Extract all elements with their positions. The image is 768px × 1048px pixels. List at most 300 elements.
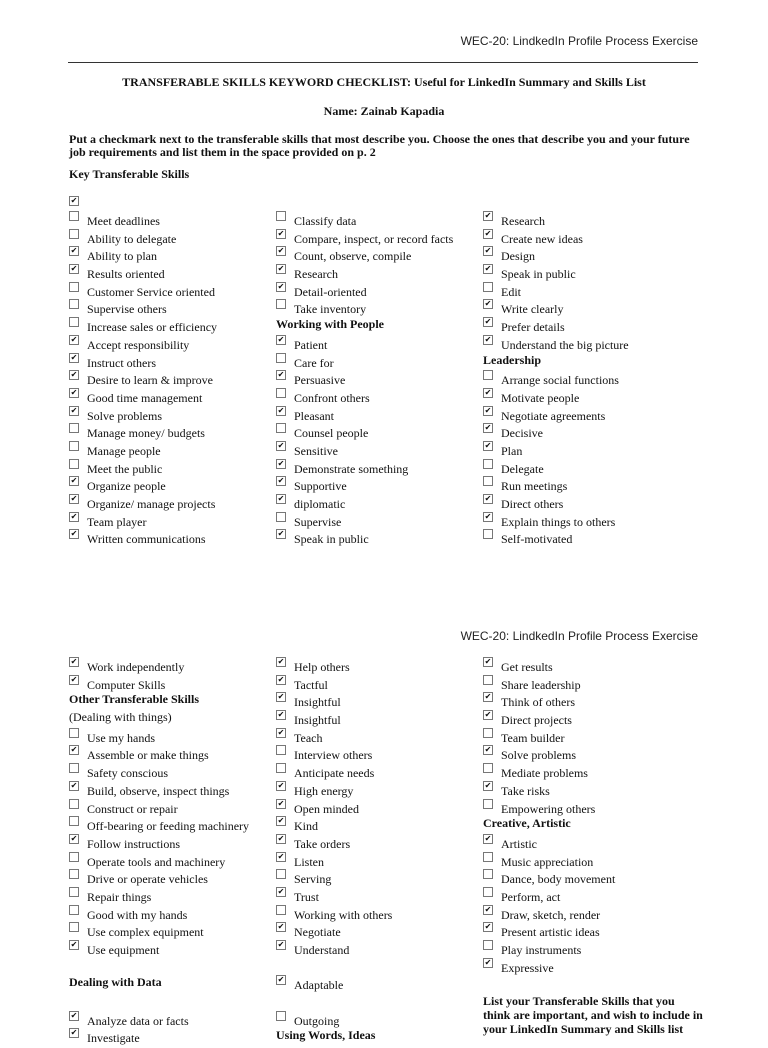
checkbox-unchecked[interactable] xyxy=(276,1011,286,1021)
skill-label: Open minded xyxy=(294,801,359,816)
checkbox-checked[interactable]: ✔ xyxy=(70,1028,78,1038)
skill-item-self-motivated[interactable] xyxy=(483,528,698,546)
skill-item-work-independently[interactable] xyxy=(69,656,274,674)
skill-label: Supportive xyxy=(294,479,347,494)
skill-item-listen[interactable] xyxy=(276,851,476,869)
checkbox-unchecked[interactable] xyxy=(69,922,79,932)
checkbox-checked[interactable]: ✔ xyxy=(277,816,285,826)
checkbox-checked[interactable]: ✔ xyxy=(484,211,492,220)
skill-item-ability-to-plan[interactable] xyxy=(69,245,269,263)
skill-label: Dance, body movement xyxy=(501,872,616,887)
skill-label: Play instruments xyxy=(501,943,582,957)
checkbox-checked[interactable]: ✔ xyxy=(484,246,492,256)
checkbox-checked[interactable]: ✔ xyxy=(277,833,285,843)
checkbox-checked[interactable]: ✔ xyxy=(277,246,285,256)
skill-label: Persuasive xyxy=(294,373,346,388)
skill-item-direct-projects[interactable] xyxy=(483,709,703,727)
list-instructions: List your Transferable Skills that you think are important, and wish to include in your LinkedIn Summary and Skills list xyxy=(483,994,703,1037)
checkbox-unchecked[interactable] xyxy=(276,353,286,363)
skill-item-organize-people[interactable] xyxy=(69,475,269,493)
skill-item-team-builder[interactable] xyxy=(483,727,703,745)
checkbox-checked[interactable]: ✔ xyxy=(70,334,78,344)
skill-item-drive-or-operate-vehicles[interactable] xyxy=(69,868,274,886)
skill-item-take-inventory[interactable] xyxy=(276,298,476,316)
skill-label: Follow instructions xyxy=(87,836,181,851)
section-subheading: (Dealing with things) xyxy=(69,710,172,725)
instructions: Put a checkmark next to the transferable skills that most describe you. Choose the ones that describe you and your future job requirements and list them in the space provided on p. 2 xyxy=(69,132,690,159)
skill-item-negotiate-agreements[interactable] xyxy=(483,405,698,423)
skill-label: Design xyxy=(501,249,535,264)
checkbox-unchecked[interactable] xyxy=(69,229,79,239)
skill-label: Compare, inspect, or record facts xyxy=(294,231,454,246)
checkbox-checked[interactable]: ✔ xyxy=(70,494,78,503)
checkbox-unchecked[interactable] xyxy=(69,317,79,327)
skill-label: Draw, sketch, render xyxy=(501,907,601,922)
checkbox-unchecked[interactable] xyxy=(69,459,79,469)
skill-item-explain-things-to-others[interactable] xyxy=(483,511,698,529)
checkbox-unchecked[interactable] xyxy=(483,675,493,685)
skill-label: Direct others xyxy=(501,497,564,511)
checkbox-checked[interactable]: ✔ xyxy=(484,692,492,702)
skill-label: Anticipate needs xyxy=(294,766,375,781)
skill-item-motivate-people[interactable] xyxy=(483,387,698,405)
skill-label: Organize people xyxy=(87,479,166,494)
skill-item-high-energy[interactable] xyxy=(276,780,476,798)
checkbox-checked[interactable]: ✔ xyxy=(484,317,492,327)
skill-label: Meet deadlines xyxy=(87,214,160,228)
checkbox-checked[interactable]: ✔ xyxy=(484,299,492,309)
skill-label: Music appreciation xyxy=(501,854,594,869)
checkbox-unchecked[interactable] xyxy=(483,799,493,809)
skill-label: Motivate people xyxy=(501,390,580,405)
skill-item-build-observe-inspect-things[interactable] xyxy=(69,780,274,798)
checkbox-unchecked[interactable] xyxy=(276,423,286,433)
skill-item-music-appreciation[interactable] xyxy=(483,851,703,869)
skill-label: Speak in public xyxy=(294,532,369,547)
skill-label: Mediate problems xyxy=(501,766,588,781)
skill-label: Meet the public xyxy=(87,461,163,476)
skill-item-outgoing[interactable] xyxy=(276,1010,476,1028)
skill-label: Insightful xyxy=(294,713,341,728)
skill-item-think-of-others[interactable] xyxy=(483,691,703,709)
skill-item-working-with-others[interactable] xyxy=(276,904,476,922)
skill-item-sensitive[interactable] xyxy=(276,440,476,458)
skill-item-use-my-hands[interactable] xyxy=(69,727,274,745)
checkbox-checked[interactable]: ✔ xyxy=(70,405,78,415)
skill-item-ability-to-delegate[interactable] xyxy=(69,228,269,246)
skill-label: Customer Service oriented xyxy=(87,284,215,299)
skill-label: Plan xyxy=(501,443,523,458)
skill-item-play-instruments[interactable] xyxy=(483,939,703,957)
skill-item-meet-the-public[interactable] xyxy=(69,458,269,476)
checkbox-checked[interactable]: ✔ xyxy=(277,440,285,450)
skill-item-open-minded[interactable] xyxy=(276,798,476,816)
checkbox-checked[interactable]: ✔ xyxy=(277,334,285,344)
skill-item-plan[interactable] xyxy=(483,440,698,458)
checkbox-checked[interactable]: ✔ xyxy=(484,511,492,521)
skill-label: Empowering others xyxy=(501,801,596,816)
checkbox-unchecked[interactable] xyxy=(483,459,493,469)
skill-item-take-risks[interactable] xyxy=(483,780,703,798)
skill-item-direct-others[interactable] xyxy=(483,493,698,511)
skill-label: Listen xyxy=(294,854,324,869)
skill-item-delegate[interactable] xyxy=(483,458,698,476)
checkbox-checked[interactable]: ✔ xyxy=(277,975,285,985)
skill-item-insightful[interactable] xyxy=(276,691,476,709)
checkbox-checked[interactable]: ✔ xyxy=(484,334,492,344)
skill-item-mediate-problems[interactable] xyxy=(483,762,703,780)
skill-item-write-clearly[interactable] xyxy=(483,298,698,316)
skill-label: Perform, act xyxy=(501,889,561,904)
checkbox-checked[interactable]: ✔ xyxy=(277,281,285,291)
skill-item-off-bearing-or-feeding-machinery[interactable] xyxy=(69,815,274,833)
page-header-2: WEC-20: LindkedIn Profile Process Exercise xyxy=(460,629,698,643)
checkbox-checked[interactable]: ✔ xyxy=(70,529,78,539)
skill-label: Create new ideas xyxy=(501,231,583,246)
skill-item-empowering-others[interactable] xyxy=(483,798,703,816)
checkbox-unchecked[interactable] xyxy=(276,388,286,398)
skill-item-research[interactable] xyxy=(276,263,476,281)
skill-item-understand-the-big-picture[interactable] xyxy=(483,334,698,352)
checkbox-checked[interactable]: ✔ xyxy=(277,494,285,503)
checkbox-unchecked[interactable] xyxy=(276,763,286,773)
checkbox-unchecked[interactable] xyxy=(69,869,79,879)
section-heading: Dealing with Data xyxy=(69,975,162,990)
checkbox-checked[interactable]: ✔ xyxy=(277,405,285,415)
skill-item-instruct-others[interactable] xyxy=(69,352,269,370)
skill-item-help-others[interactable] xyxy=(276,656,476,674)
skill-item-speak-in-public[interactable] xyxy=(483,263,698,281)
checkbox-checked[interactable]: ✔ xyxy=(277,529,285,539)
checkbox-unchecked[interactable] xyxy=(483,852,493,862)
skill-item-increase-sales-or-efficiency[interactable] xyxy=(69,316,269,334)
checkbox-checked[interactable]: ✔ xyxy=(70,370,78,380)
skill-item-trust[interactable] xyxy=(276,886,476,904)
skill-item-pleasant[interactable] xyxy=(276,405,476,423)
skill-label: Team builder xyxy=(501,730,565,745)
skill-label: Increase sales or efficiency xyxy=(87,320,218,335)
skill-item-safety-conscious[interactable] xyxy=(69,762,274,780)
skill-item-expressive[interactable] xyxy=(483,957,703,975)
skill-item-speak-in-public[interactable] xyxy=(276,528,476,546)
skill-item-serving[interactable] xyxy=(276,868,476,886)
skill-item-supervise[interactable] xyxy=(276,511,476,529)
skill-item-artistic[interactable] xyxy=(483,833,703,851)
checkbox-unchecked[interactable] xyxy=(483,887,493,897)
checkbox-unchecked[interactable] xyxy=(69,211,79,221)
skill-item-meet-deadlines[interactable] xyxy=(69,210,269,228)
checkbox-checked[interactable]: ✔ xyxy=(484,833,492,843)
skill-item-manage-money-budgets[interactable] xyxy=(69,422,269,440)
skill-label: Prefer details xyxy=(501,320,565,335)
checkbox-unchecked[interactable] xyxy=(276,869,286,879)
skill-label: Good with my hands xyxy=(87,907,188,922)
checkbox-unchecked[interactable] xyxy=(483,370,493,380)
checkbox-checked[interactable]: ✔ xyxy=(484,228,492,238)
skill-item-results-oriented[interactable] xyxy=(69,263,269,281)
skill-item-accept-responsibility[interactable] xyxy=(69,334,269,352)
skill-label: Off-bearing or feeding machinery xyxy=(87,819,250,834)
p1-col1 xyxy=(69,210,269,546)
skill-label: Results oriented xyxy=(87,267,165,282)
skill-item-run-meetings[interactable] xyxy=(483,475,698,493)
skill-item-good-with-my-hands[interactable] xyxy=(69,904,274,922)
checkbox-unchecked[interactable] xyxy=(69,816,79,826)
skill-label: Direct projects xyxy=(501,713,572,728)
skill-label: Pleasant xyxy=(294,408,334,423)
checkbox-unchecked[interactable] xyxy=(483,728,493,738)
checkbox-unchecked[interactable] xyxy=(69,282,79,292)
skill-item-edit[interactable] xyxy=(483,281,698,299)
checkbox-checked[interactable]: ✔ xyxy=(70,780,78,790)
checkbox-checked[interactable]: ✔ xyxy=(277,727,285,737)
checkbox-unchecked[interactable] xyxy=(276,211,286,221)
checkbox-checked[interactable]: ✔ xyxy=(484,440,492,450)
skill-label: Organize/ manage projects xyxy=(87,497,216,511)
checkbox-checked[interactable]: ✔ xyxy=(70,387,78,397)
page-header: WEC-20: LindkedIn Profile Process Exercise xyxy=(460,34,698,48)
checkbox-checked[interactable]: ✔ xyxy=(484,904,492,914)
section-heading: Leadership xyxy=(483,352,542,367)
checkbox-checked[interactable]: ✔ xyxy=(484,657,492,666)
skill-item-kind[interactable] xyxy=(276,815,476,833)
checkbox-checked[interactable]: ✔ xyxy=(277,798,285,808)
checkbox-checked[interactable]: ✔ xyxy=(70,657,78,666)
checkbox-checked[interactable]: ✔ xyxy=(70,476,78,486)
checkbox-unchecked[interactable] xyxy=(483,476,493,486)
checkbox-unchecked[interactable] xyxy=(483,940,493,950)
checkbox-checked[interactable]: ✔ xyxy=(484,957,492,967)
skill-label: Run meetings xyxy=(501,479,568,494)
skill-item-insightful[interactable] xyxy=(276,709,476,727)
skill-item-adaptable[interactable] xyxy=(276,974,476,992)
checkbox-checked[interactable]: ✔ xyxy=(70,833,78,843)
header-rule xyxy=(68,62,698,63)
skill-item-counsel-people[interactable] xyxy=(276,422,476,440)
skill-item-analyze-data-or-facts[interactable] xyxy=(69,1010,274,1028)
skill-label: Build, observe, inspect things xyxy=(87,783,230,798)
skill-item-investigate[interactable] xyxy=(69,1027,274,1045)
skill-item-demonstrate-something[interactable] xyxy=(276,458,476,476)
skill-label: Instruct others xyxy=(87,355,156,370)
checkbox-unchecked[interactable] xyxy=(276,299,286,309)
checkbox-checked[interactable]: ✔ xyxy=(484,387,492,397)
checkbox-unchecked[interactable] xyxy=(69,852,79,862)
checkbox-unchecked[interactable] xyxy=(276,745,286,755)
checkbox-checked[interactable]: ✔ xyxy=(70,264,78,274)
skill-item-understand[interactable] xyxy=(276,939,476,957)
checkbox-unchecked[interactable] xyxy=(483,763,493,773)
skill-label: Assemble or make things xyxy=(87,748,209,763)
skill-label: Ability to plan xyxy=(87,249,157,264)
checkbox-unchecked[interactable] xyxy=(69,763,79,773)
skill-item-supervise-others[interactable] xyxy=(69,298,269,316)
checkbox-checked[interactable]: ✔ xyxy=(277,922,285,932)
checkbox-checked[interactable]: ✔ xyxy=(277,476,285,486)
skill-item-use-equipment[interactable] xyxy=(69,939,274,957)
checkbox-checked[interactable]: ✔ xyxy=(277,780,285,790)
skill-item-decisive[interactable] xyxy=(483,422,698,440)
skill-label: Write clearly xyxy=(501,302,564,317)
skill-item-compare-inspect-or-record-facts[interactable] xyxy=(276,228,476,246)
skill-item-count-observe-compile[interactable] xyxy=(276,245,476,263)
checkbox-checked[interactable]: ✔ xyxy=(70,352,78,362)
skill-item-follow-instructions[interactable] xyxy=(69,833,274,851)
skill-label: Desire to learn & improve xyxy=(87,373,213,388)
skill-item-prefer-details[interactable] xyxy=(483,316,698,334)
skill-label: Use complex equipment xyxy=(87,925,204,940)
skill-label: Interview others xyxy=(294,748,373,763)
checkbox-checked[interactable]: ✔ xyxy=(484,922,492,932)
checkbox-checked[interactable]: ✔ xyxy=(277,710,285,720)
skill-label: Sensitive xyxy=(294,443,338,458)
skill-item-arrange-social-functions[interactable] xyxy=(483,369,698,387)
checkbox-unchecked[interactable] xyxy=(69,905,79,915)
skill-item-written-communications[interactable] xyxy=(69,528,269,546)
checkbox-unchecked[interactable] xyxy=(69,441,79,451)
checkbox-checked[interactable]: ✔ xyxy=(277,886,285,896)
skill-item-negotiate[interactable] xyxy=(276,921,476,939)
skill-item-perform-act[interactable] xyxy=(483,886,703,904)
checkbox-unchecked[interactable] xyxy=(483,869,493,879)
skill-label: Trust xyxy=(294,889,319,904)
checkbox-checked[interactable]: ✔ xyxy=(277,851,285,861)
skill-label: Adaptable xyxy=(294,978,344,993)
skill-item-create-new-ideas[interactable] xyxy=(483,228,698,246)
skill-item-present-artistic-ideas[interactable] xyxy=(483,921,703,939)
checkbox-checked[interactable]: ✔ xyxy=(277,674,285,684)
skill-item-persuasive[interactable] xyxy=(276,369,476,387)
skill-item-solve-problems[interactable] xyxy=(483,744,703,762)
skill-item-operate-tools-and-machinery[interactable] xyxy=(69,851,274,869)
checkbox-checked[interactable]: ✔ xyxy=(70,1010,78,1020)
checkbox-checked[interactable]: ✔ xyxy=(277,228,285,238)
skill-item-detail-oriented[interactable] xyxy=(276,281,476,299)
checkbox-checked[interactable]: ✔ xyxy=(484,264,492,274)
skill-item-draw-sketch-render[interactable] xyxy=(483,904,703,922)
skill-label: Explain things to others xyxy=(501,514,616,529)
skill-item-share-leadership[interactable] xyxy=(483,674,703,692)
checkbox-unchecked[interactable] xyxy=(69,799,79,809)
checkbox-checked[interactable]: ✔ xyxy=(277,657,285,666)
skill-label: Computer Skills xyxy=(87,677,166,692)
skill-label: Kind xyxy=(294,819,318,834)
skill-item-construct-or-repair[interactable] xyxy=(69,798,274,816)
skill-label: Classify data xyxy=(294,214,357,228)
section-heading: Working with People xyxy=(276,317,385,332)
p2-col1 xyxy=(69,656,274,1045)
checkbox-checked[interactable]: ✔ xyxy=(70,745,78,755)
skill-label: Tactful xyxy=(294,677,328,692)
p1-col2 xyxy=(276,210,476,546)
checkbox-checked[interactable]: ✔ xyxy=(277,940,285,949)
skill-item-design[interactable] xyxy=(483,245,698,263)
skill-item-solve-problems[interactable] xyxy=(69,405,269,423)
checkbox-checked[interactable]: ✔ xyxy=(70,674,78,684)
skill-item-good-time-management[interactable] xyxy=(69,387,269,405)
section-heading: Using Words, Ideas xyxy=(276,1028,376,1043)
checkbox-checked[interactable]: ✔ xyxy=(484,494,492,503)
skill-label: Good time management xyxy=(87,390,203,405)
skill-label: Manage people xyxy=(87,443,161,458)
skill-item-get-results[interactable] xyxy=(483,656,703,674)
checkbox-checked[interactable]: ✔ xyxy=(484,780,492,790)
skill-label: Safety conscious xyxy=(87,766,168,781)
skill-label: Outgoing xyxy=(294,1013,340,1028)
section-heading: Creative, Artistic xyxy=(483,816,571,831)
checkbox-unchecked[interactable] xyxy=(276,905,286,915)
skill-item-repair-things[interactable] xyxy=(69,886,274,904)
checkbox-checked[interactable]: ✔ xyxy=(484,745,492,755)
checkbox-checked[interactable]: ✔ xyxy=(70,940,78,950)
name-line: Name: Zainab Kapadia xyxy=(323,104,445,118)
skill-item-confront-others[interactable] xyxy=(276,387,476,405)
checkbox-unchecked[interactable] xyxy=(69,887,79,897)
skill-item-manage-people[interactable] xyxy=(69,440,269,458)
skill-item-anticipate-needs[interactable] xyxy=(276,762,476,780)
checkbox-checked[interactable]: ✔ xyxy=(484,710,492,720)
skill-item-organize-manage-projects[interactable] xyxy=(69,493,269,511)
checkbox-checked[interactable]: ✔ xyxy=(484,423,492,433)
skill-item-supportive[interactable] xyxy=(276,475,476,493)
skill-item-care-for[interactable] xyxy=(276,352,476,370)
skill-item-use-complex-equipment[interactable] xyxy=(69,921,274,939)
checkbox-checked[interactable]: ✔ xyxy=(277,264,285,274)
skill-item-interview-others[interactable] xyxy=(276,744,476,762)
skill-label: Understand the big picture xyxy=(501,337,629,352)
skill-label: Speak in public xyxy=(501,267,576,282)
skill-item-customer-service-oriented[interactable] xyxy=(69,281,269,299)
key-skills-heading: Key Transferable Skills xyxy=(69,167,190,181)
skill-item-research[interactable] xyxy=(483,210,698,228)
skill-item-teach[interactable] xyxy=(276,727,476,745)
skill-item-dance-body-movement[interactable] xyxy=(483,868,703,886)
checkbox-checked[interactable]: ✔ xyxy=(70,246,78,256)
checkbox-unchecked[interactable] xyxy=(69,728,79,738)
checkbox-unchecked[interactable] xyxy=(483,282,493,292)
checkbox-unchecked[interactable] xyxy=(483,529,493,539)
skill-label: Take orders xyxy=(294,836,351,851)
checkbox-checked[interactable]: ✔ xyxy=(277,692,285,702)
skill-label: Help others xyxy=(294,660,350,674)
checkbox-checked[interactable]: ✔ xyxy=(277,458,285,468)
skill-label: Construct or repair xyxy=(87,801,178,816)
skill-item-computer-skills[interactable] xyxy=(69,674,274,692)
skill-label: Team player xyxy=(87,514,147,529)
skill-label: Supervise xyxy=(294,514,342,529)
skill-label: Get results xyxy=(501,660,553,674)
skill-item-tactful[interactable] xyxy=(276,674,476,692)
skill-item-patient[interactable] xyxy=(276,334,476,352)
skill-item-classify-data[interactable] xyxy=(276,210,476,228)
checkbox-unchecked[interactable] xyxy=(69,299,79,309)
skill-label: Patient xyxy=(294,337,328,352)
skill-item-assemble-or-make-things[interactable] xyxy=(69,744,274,762)
skill-label: Solve problems xyxy=(501,748,576,763)
checkbox-unchecked[interactable] xyxy=(69,423,79,433)
checkbox-checked[interactable]: ✔ xyxy=(70,511,78,521)
checkbox-checked[interactable]: ✔ xyxy=(484,405,492,415)
skill-label: Supervise others xyxy=(87,302,167,317)
skill-label: Investigate xyxy=(87,1031,140,1046)
skill-item-take-orders[interactable] xyxy=(276,833,476,851)
checkbox-checked[interactable]: ✔ xyxy=(277,370,285,380)
skill-item-diplomatic[interactable] xyxy=(276,493,476,511)
checkbox-unchecked[interactable] xyxy=(276,512,286,522)
skill-item-team-player[interactable] xyxy=(69,511,269,529)
p2-col3 xyxy=(483,656,703,1036)
skill-item-desire-to-learn-improve[interactable] xyxy=(69,369,269,387)
